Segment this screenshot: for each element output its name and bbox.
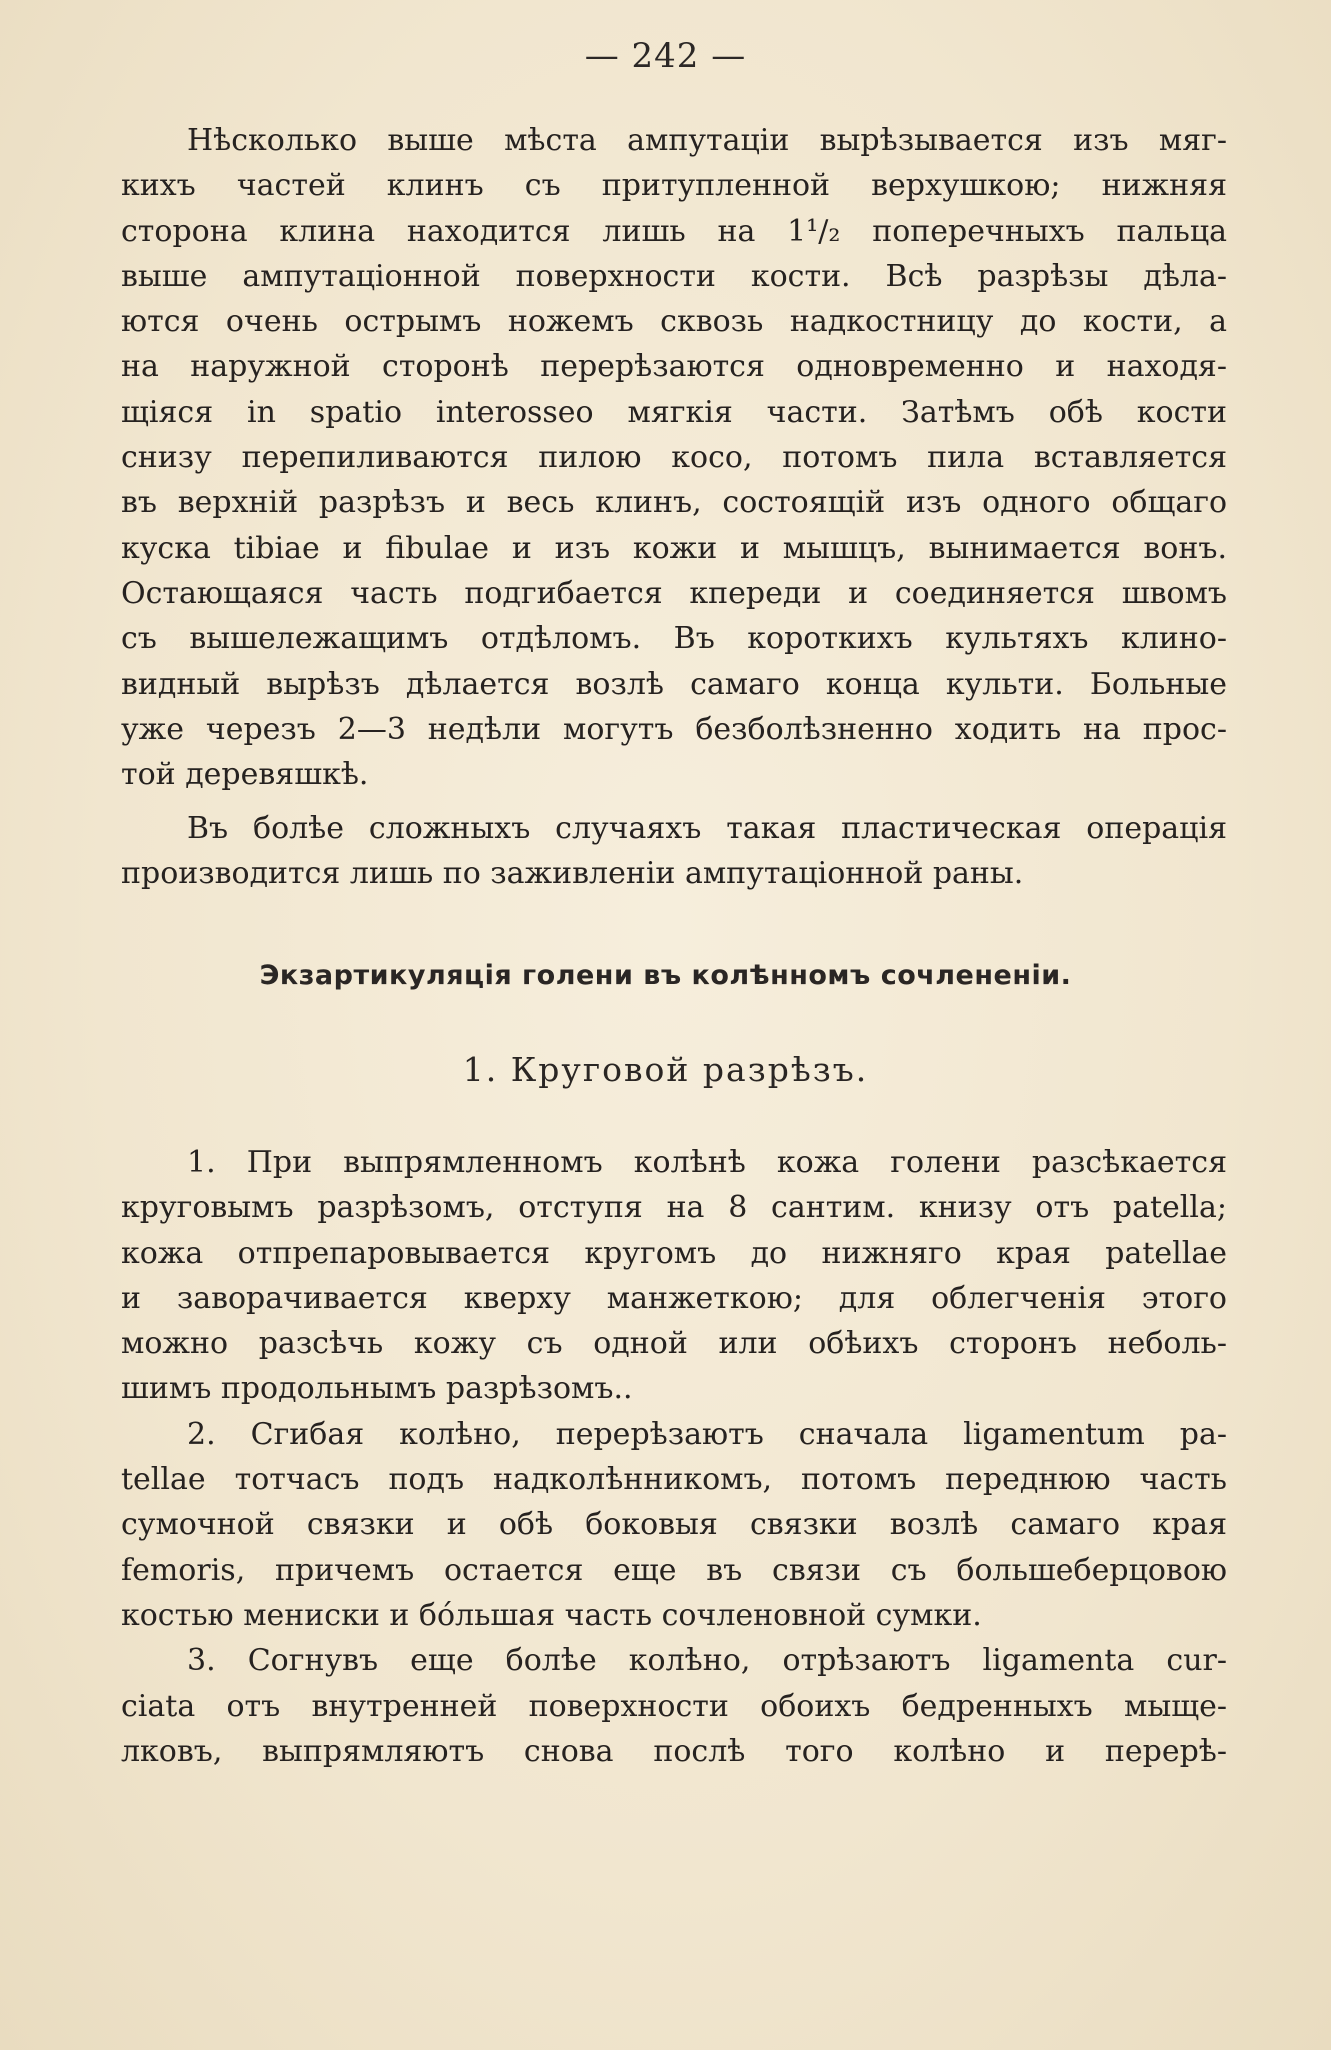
text-line: и заворачивается кверху манжеткою; для облегченiя этого (121, 1280, 1227, 1316)
text-line: кихъ частей клинъ съ притупленной верхушкою; нижняя (121, 168, 1227, 204)
text-line: круговымъ разрѣзомъ, отступя на 8 сантим. книзу отъ patella; (121, 1190, 1227, 1226)
text-line: ciata отъ внутренней поверхности обоихъ бедренныхъ мыще- (121, 1688, 1227, 1724)
text-line: производится лишь по заживленiи ампутацiонной раны. (121, 856, 1024, 892)
text-line: въ верхнiй разрѣзъ и весь клинъ, состоящiй изъ одного общаго (121, 485, 1227, 521)
section-title: Экзартикуляцiя голени въ колѣнномъ сочлененiи. (259, 960, 1072, 991)
subsection-title: 1. Круговой разрѣзъ. (462, 1050, 869, 1089)
text-line: сумочной связки и обѣ боковыя связки возлѣ самаго края (121, 1507, 1227, 1543)
paragraph-wedge-excision (121, 118, 1227, 797)
text-line: той деревяшкѣ. (121, 757, 369, 793)
text-line: ются очень острымъ ножемъ сквозь надкостницу до кости, а (121, 304, 1227, 340)
text-line: tellae тотчасъ подъ надколѣнникомъ, потомъ переднюю часть (121, 1462, 1227, 1498)
text-line: можно разсѣчь кожу съ одной или обѣихъ сторонъ неболь- (121, 1326, 1227, 1362)
text-line: щiяся in spatio interosseo мягкiя части. Затѣмъ обѣ кости (121, 394, 1227, 430)
text-line: Нѣсколько выше мѣста ампутацiи вырѣзывается изъ мяг- (187, 123, 1227, 158)
paragraph-circular-incision (121, 1140, 1227, 1774)
paragraph-complex-cases (121, 806, 1227, 897)
page-number: — 242 — (584, 36, 747, 76)
text-line: уже черезъ 2—3 недѣли могутъ безболѣзненно ходить на прос- (121, 711, 1227, 747)
text-line: лковъ, выпрямляютъ снова послѣ того колѣно и перерѣ- (121, 1733, 1227, 1769)
text-line: 2. Сгибая колѣно, перерѣзаютъ сначала ligamentum pa- (187, 1416, 1227, 1452)
text-line: femoris, причемъ остается еще въ связи съ большеберцовою (121, 1552, 1227, 1588)
text-line: шимъ продольнымъ разрѣзомъ.. (121, 1371, 633, 1407)
text-line: Остающаяся часть подгибается кпереди и соединяется швомъ (121, 575, 1227, 611)
text-line: на наружной сторонѣ перерѣзаются одновременно и находя- (121, 349, 1227, 385)
text-line: 1. При выпрямленномъ колѣнѣ кожа голени разсѣкается (187, 1145, 1227, 1180)
text-line: видный вырѣзъ дѣлается возлѣ самаго конца культи. Больные (121, 666, 1227, 702)
text-line: съ вышележащимъ отдѣломъ. Въ короткихъ культяхъ клино- (121, 621, 1227, 657)
text-line: Въ болѣе сложныхъ случаяхъ такая пластическая операцiя (187, 811, 1227, 846)
text-line: куска tibiae и fibulae и изъ кожи и мышцъ, вынимается вонъ. (121, 530, 1227, 566)
text-line: выше ампутацiонной поверхности кости. Всѣ разрѣзы дѣла- (121, 258, 1227, 294)
text-line: 3. Согнувъ еще болѣе колѣно, отрѣзаютъ ligamenta cur- (187, 1643, 1227, 1679)
text-line: сторона клина находится лишь на 1¹/₂ поперечныхъ пальца (121, 213, 1227, 249)
text-line: снизу перепиливаются пилою косо, потомъ пила вставляется (121, 440, 1227, 476)
text-line: костью мениски и бóльшая часть сочленовной сумки. (121, 1597, 982, 1633)
text-line: кожа отпрепаровывается кругомъ до нижняго края patellae (121, 1235, 1227, 1271)
